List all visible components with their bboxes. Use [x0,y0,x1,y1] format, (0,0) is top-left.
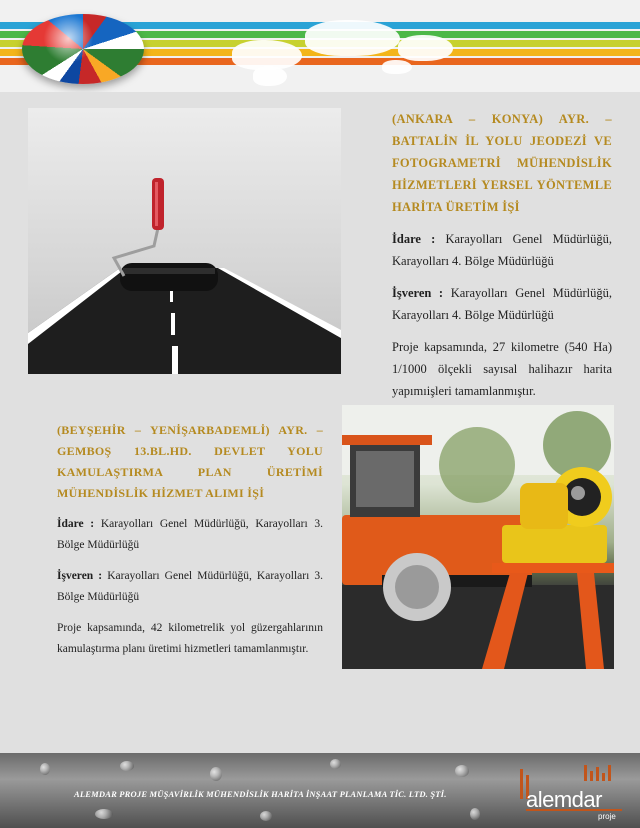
isveren-value: Karayolları Genel Müdürlüğü, Karayolları 4. Bölge Müdürlüğü [392,286,613,322]
water-drop-decoration [260,811,272,821]
footer-company-name: ALEMDAR PROJE MÜŞAVİRLİK MÜHENDİSLİK HARİTA İNŞAAT PLANLAMA TİC. LTD. ŞTİ. [74,789,447,799]
logo-subtext: proje [598,812,616,821]
project-2-summary: Proje kapsamında, 42 kilometrelik yol güzergahlarının kamulaştırma planı üretimi hizmetleri tamamlanmıştır. [57,622,323,655]
project-1-isveren [392,282,612,326]
header-banner [0,0,640,92]
road-construction-illustration [342,405,614,669]
flag-globe-icon [22,14,144,84]
road-roller-photo [28,108,341,374]
project-1-summary: Proje kapsamında, 27 kilometre (540 Ha) 1/1000 ölçekli sayısal halihazır harita yapımıişleri tamamlanmıştır. [392,340,612,398]
survey-equipment-photo [342,405,614,669]
footer-banner [0,753,640,828]
logo-text: alemdar [526,787,602,812]
project-1-title: (ANKARA – KONYA) AYR. – BATTALİN İL YOLU JEODEZİ VE FOTOGRAMETRİ MÜHENDİSLİK HİZMETLERİ YERSEL YÖNTEMLE HARİTA ÜRETİM İŞİ [392,112,612,214]
water-drop-decoration [330,759,341,769]
project-1-description [392,108,612,412]
world-map-shape [305,20,400,56]
project-2-isveren [57,566,323,608]
project-1-idare [392,228,612,272]
idare-value: Karayolları Genel Müdürlüğü, Karayolları 4. Bölge Müdürlüğü [392,232,612,268]
isveren-value: Karayolları Genel Müdürlüğü, Karayolları 3. Bölge Müdürlüğü [57,570,324,603]
idare-label: İdare : [57,518,95,530]
isveren-label: İşveren : [57,570,103,582]
water-drop-decoration [120,761,134,771]
world-map-shape [253,66,287,86]
water-drop-decoration [470,808,480,820]
water-drop-decoration [455,765,469,777]
world-map-shape [398,35,453,61]
project-2-idare [57,514,323,556]
project-2-description [57,420,323,670]
project-2-title: (BEYŞEHİR – YENİŞARBADEMLİ) AYR. – GEMBOŞ 13.BL.HD. DEVLET YOLU KAMULAŞTIRMA PLAN ÜRETİMİ MÜHENDİSLİK HİZMET ALIMI İŞİ [57,423,323,500]
idare-label: İdare : [392,232,436,246]
company-logo [512,765,632,823]
world-map-shape [382,60,412,74]
water-drop-decoration [95,809,113,819]
idare-value: Karayolları Genel Müdürlüğü, Karayolları 3. Bölge Müdürlüğü [57,518,324,551]
water-drop-decoration [40,763,50,775]
road-paint-roller-illustration [28,108,341,374]
water-drop-decoration [210,767,222,781]
isveren-label: İşveren : [392,286,444,300]
